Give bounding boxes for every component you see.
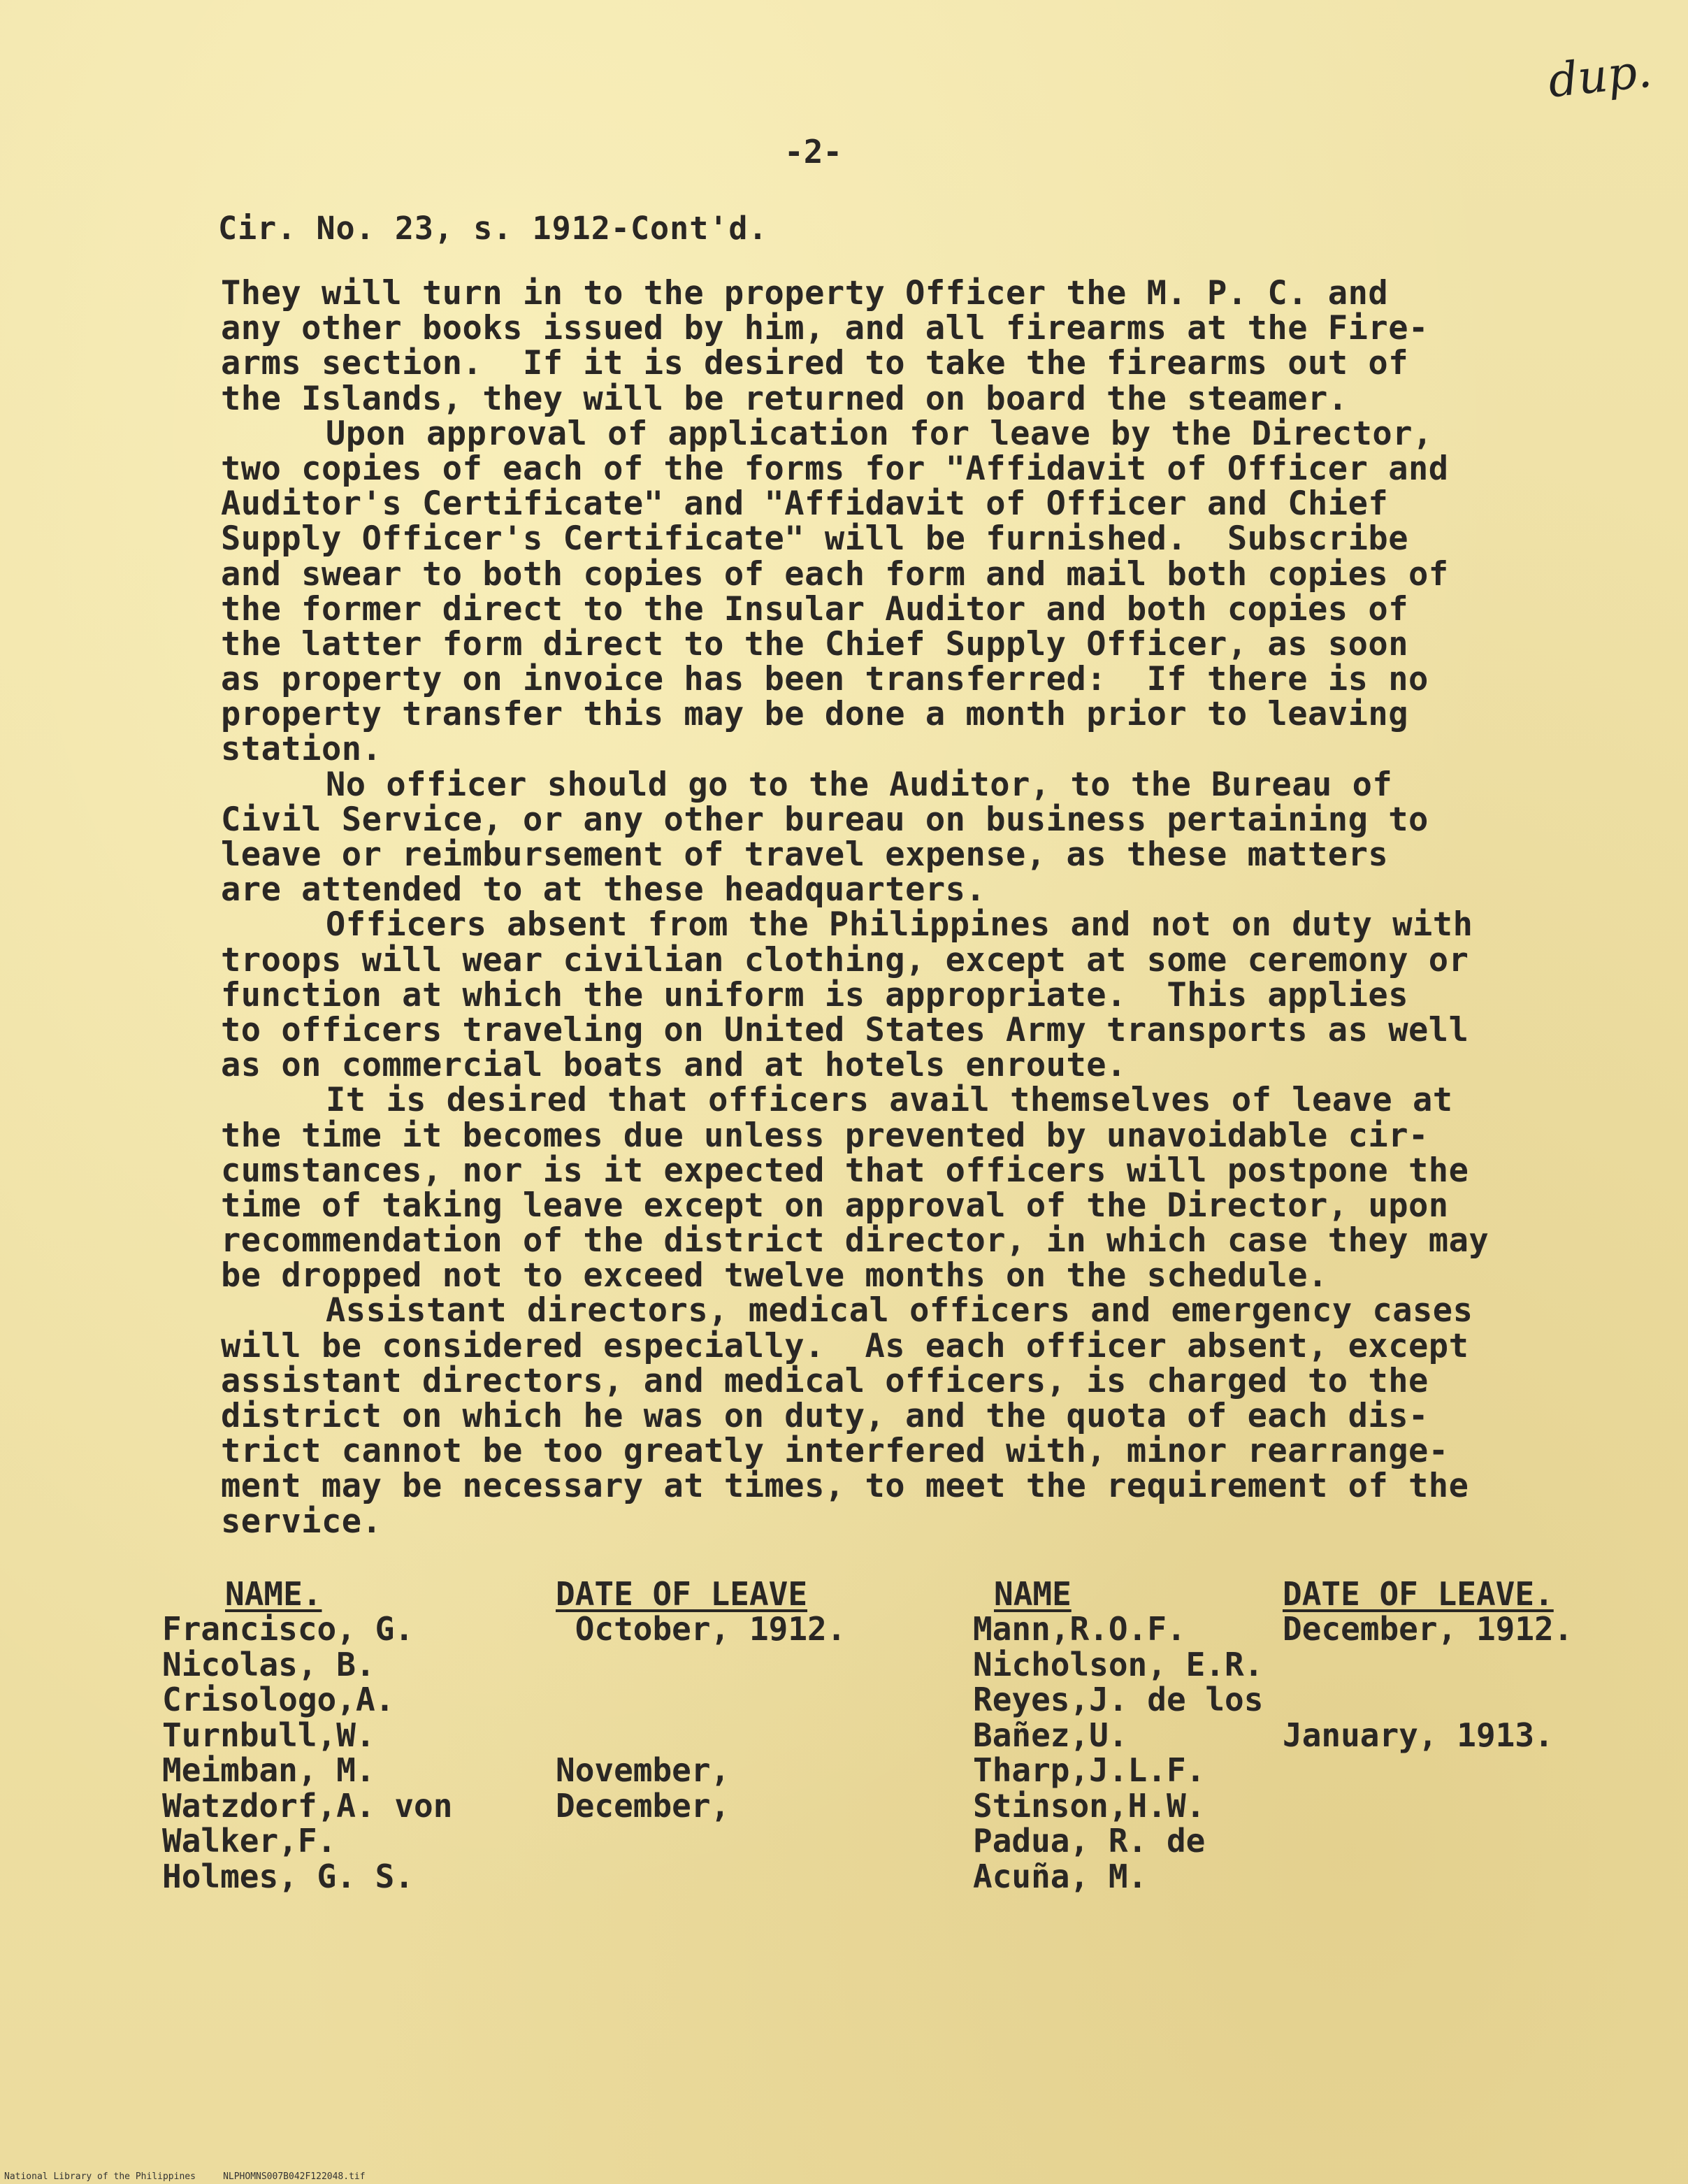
- text-line: station.: [221, 730, 382, 769]
- text-line: trict cannot be too greatly interfered with, minor rearrange-: [221, 1432, 1449, 1471]
- officer-name: Holmes, G. S.: [162, 1857, 414, 1895]
- left-names-column: [162, 1576, 452, 1894]
- text-line: They will turn in to the property Officer the M. P. C. and: [221, 274, 1389, 312]
- text-line: recommendation of the district director, in which case they may: [221, 1221, 1489, 1260]
- body-text: [221, 276, 1626, 1539]
- text-line: as on commercial boats and at hotels enroute.: [221, 1046, 1127, 1085]
- text-line: arms section. If it is desired to take the firearms out of: [221, 344, 1408, 383]
- text-line: be dropped not to exceed twelve months on the schedule.: [221, 1256, 1328, 1295]
- text-line: Upon approval of application for leave by the Director,: [326, 414, 1433, 453]
- text-line: It is desired that officers avail themselves of leave at: [326, 1081, 1453, 1120]
- text-line: Civil Service, or any other bureau on business pertaining to: [221, 800, 1429, 839]
- officer-name: Meimban, M.: [162, 1751, 375, 1789]
- leave-date: [1283, 1823, 1573, 1859]
- text-line: cumstances, nor is it expected that officers will postpone the: [221, 1151, 1469, 1190]
- leave-date: [1283, 1753, 1573, 1788]
- officer-name: Stinson,H.W.: [973, 1786, 1206, 1825]
- leave-date: [556, 1647, 846, 1683]
- text-line: any other books issued by him, and all firearms at the Fire-: [221, 309, 1429, 348]
- handwritten-annotation: dup.: [1545, 43, 1654, 108]
- text-line: property transfer this may be done a month prior to leaving: [221, 695, 1408, 734]
- officer-name: Watzdorf,A. von: [162, 1786, 453, 1825]
- leave-date: December, 1912.: [1283, 1610, 1573, 1648]
- right-name-header: NAME: [994, 1575, 1072, 1613]
- text-line: assistant directors, and medical officers, is charged to the: [221, 1361, 1429, 1400]
- text-line: will be considered especially. As each officer absent, except: [221, 1326, 1469, 1365]
- text-line: as property on invoice has been transferred: If there is no: [221, 660, 1429, 699]
- leave-date: [1283, 1647, 1573, 1683]
- text-line: the Islands, they will be returned on board the steamer.: [221, 379, 1348, 418]
- leave-date: [1283, 1682, 1573, 1718]
- text-line: troops will wear civilian clothing, except at some ceremony or: [221, 940, 1469, 979]
- leave-date: [1283, 1788, 1573, 1824]
- page-number: -2-: [784, 133, 843, 171]
- text-line: are attended to at these headquarters.: [221, 870, 986, 910]
- right-date-header: DATE OF LEAVE.: [1283, 1575, 1554, 1613]
- officer-name: Francisco, G.: [162, 1610, 414, 1648]
- left-date-header: DATE OF LEAVE: [556, 1575, 808, 1613]
- leave-date: November,: [556, 1751, 730, 1789]
- leave-date: [556, 1682, 846, 1718]
- text-line: Auditor's Certificate" and "Affidavit of Officer and Chief: [221, 484, 1389, 524]
- text-line: service.: [221, 1502, 382, 1541]
- right-dates-column: [1283, 1576, 1573, 1894]
- text-line: Supply Officer's Certificate" will be furnished. Subscribe: [221, 519, 1408, 559]
- circular-reference: Cir. No. 23, s. 1912-Cont'd.: [218, 210, 768, 247]
- leave-date: [556, 1823, 846, 1859]
- archive-footer: National Library of the Philippines NLPHOMNS007B042F122048.tif: [4, 2171, 366, 2182]
- text-line: ment may be necessary at times, to meet the requirement of the: [221, 1467, 1469, 1506]
- left-name-header: NAME.: [225, 1575, 322, 1613]
- leave-date: December,: [556, 1786, 730, 1825]
- text-line: two copies of each of the forms for "Affidavit of Officer and: [221, 449, 1449, 488]
- right-names-column: [973, 1576, 1263, 1894]
- officer-name: Crisologo,A.: [162, 1681, 395, 1718]
- officer-name: Padua, R. de: [973, 1822, 1206, 1860]
- leave-date: [556, 1718, 846, 1753]
- text-line: No officer should go to the Auditor, to the Bureau of: [326, 765, 1393, 804]
- text-line: time of taking leave except on approval of the Director, upon: [221, 1186, 1449, 1225]
- text-line: to officers traveling on United States Army transports as well: [221, 1010, 1469, 1049]
- officer-name: Nicholson, E.R.: [973, 1645, 1264, 1683]
- leave-date: October, 1912.: [556, 1610, 846, 1648]
- officer-name: Walker,F.: [162, 1822, 337, 1860]
- text-line: the latter form direct to the Chief Supply Officer, as soon: [221, 624, 1408, 663]
- officer-name: Bañez,U.: [973, 1716, 1128, 1754]
- leave-date: [556, 1859, 846, 1895]
- text-line: the time it becomes due unless prevented by unavoidable cir-: [221, 1116, 1429, 1155]
- officer-name: Nicolas, B.: [162, 1645, 375, 1683]
- text-line: district on which he was on duty, and the quota of each dis-: [221, 1397, 1429, 1435]
- text-line: function at which the uniform is appropriate. This applies: [221, 975, 1408, 1014]
- officer-name: Tharp,J.L.F.: [973, 1751, 1206, 1789]
- officer-name: Turnbull,W.: [162, 1716, 375, 1754]
- text-line: Officers absent from the Philippines and not on duty with: [326, 905, 1473, 944]
- text-line: Assistant directors, medical officers and emergency cases: [326, 1291, 1473, 1330]
- officer-name: Reyes,J. de los: [973, 1681, 1264, 1718]
- officer-name: Mann,R.O.F.: [973, 1610, 1186, 1648]
- officer-name: Acuña, M.: [973, 1857, 1148, 1895]
- leave-date: [1283, 1859, 1573, 1895]
- text-line: and swear to both copies of each form and mail both copies of: [221, 554, 1449, 594]
- text-line: leave or reimbursement of travel expense, as these matters: [221, 835, 1389, 874]
- leave-date: January, 1913.: [1283, 1716, 1554, 1754]
- text-line: the former direct to the Insular Auditor and both copies of: [221, 589, 1408, 628]
- left-dates-column: [556, 1576, 846, 1894]
